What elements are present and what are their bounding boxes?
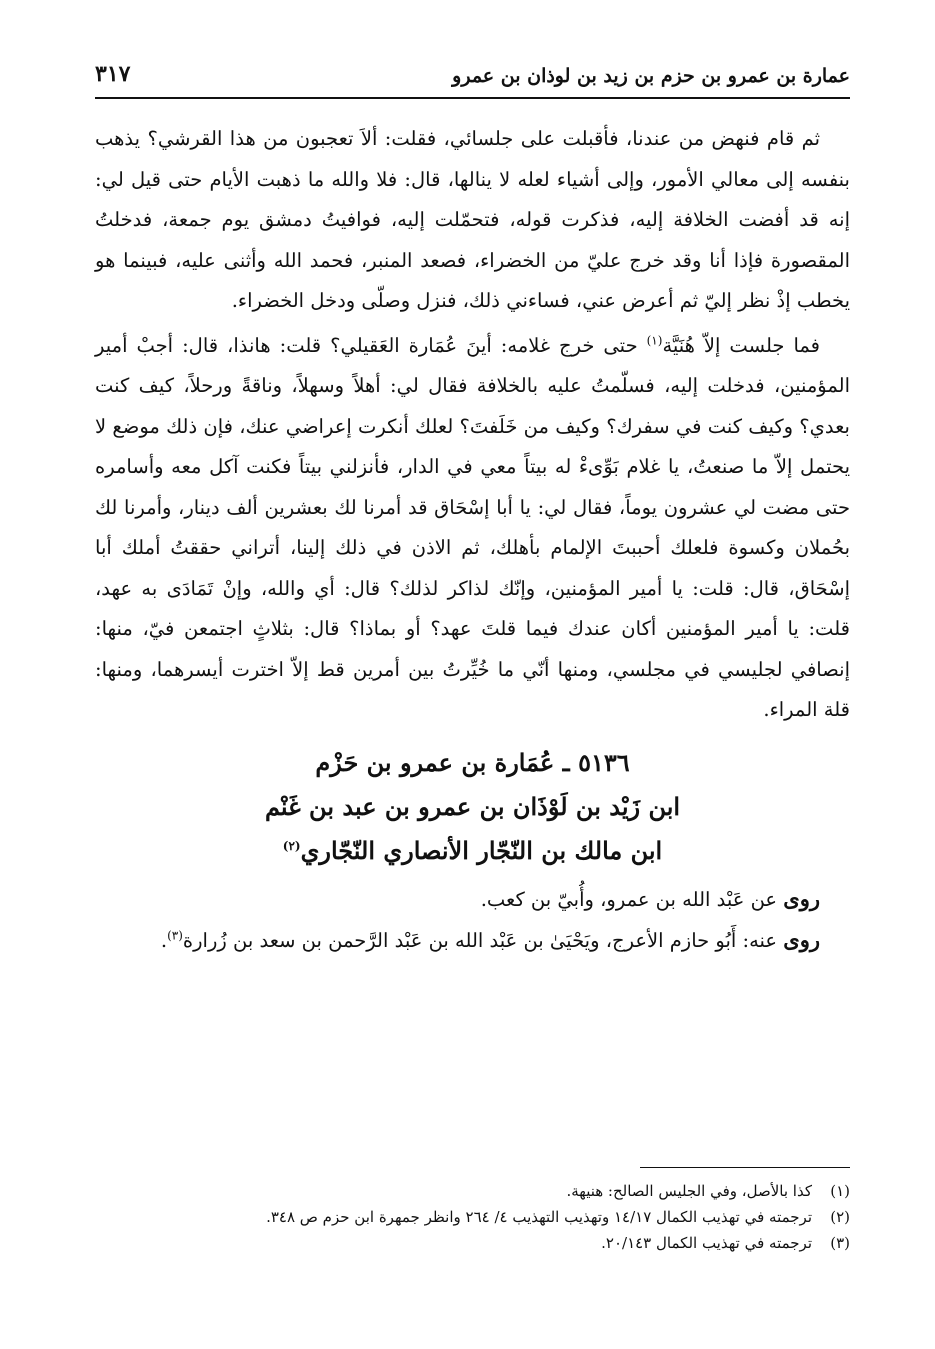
footnote-number: (٢) bbox=[830, 1208, 850, 1226]
entry-heading-line-3-text: ابن مالك بن النّجّار الأنصاري النّجّاري bbox=[300, 835, 663, 865]
footnote-text: ترجمته في تهذيب الكمال ١٤/١٧ وتهذيب التهذيب ٤/ ٢٦٤ وانظر جمهرة ابن حزم ص ٣٤٨. bbox=[266, 1208, 812, 1226]
footnote bbox=[95, 1178, 850, 1204]
footnote-number: (٣) bbox=[830, 1234, 850, 1252]
footnote bbox=[95, 1230, 850, 1256]
footnote bbox=[95, 1204, 850, 1230]
paragraph-1: ثم قام فنهض من عندنا، فأقبلت على جلسائي، فقلت: ألاَ تعجبون من هذا القرشي؟ يذهب بنفسه إلى معالي الأمور، وإلى أشياء لعله لا ينالها، قال: فلا والله ما ذهبت الأيام حتى قيل لي: إنه قد أفضت الخلافة إليه، فذكرت قوله، فتحمّلت إليه، فوافيتُ دمشق يوم جمعة، فدخلتُ المقصورة فإذا أنا وقد خرج عليّ من الخضراء، فصعد المنبر، فحمد الله وأثنى عليه، فبينما هو يخطب إذْ نظر إليّ ثم أعرض عني، فساءني ذلك، فنزل وصلّى ودخل الخضراء. bbox=[95, 127, 850, 312]
narrated-from-label: روى bbox=[783, 885, 820, 911]
footnotes bbox=[95, 1167, 850, 1256]
header-rule bbox=[95, 97, 850, 99]
footnote-text: كذا بالأصل، وفي الجليس الصالح: هنيهة. bbox=[566, 1182, 812, 1200]
entry-heading-line-1: ٥١٣٦ ـ عُمَارة بن عمرو بن حَزْم bbox=[315, 747, 630, 777]
footnote-ref-3: (٣) bbox=[167, 928, 183, 942]
narrated-by bbox=[95, 920, 850, 961]
footnote-number: (١) bbox=[830, 1182, 850, 1200]
footnotes-rule bbox=[640, 1167, 850, 1168]
footnote-text: ترجمته في تهذيب الكمال ٢٠/١٤٣. bbox=[601, 1234, 812, 1252]
narrated-by-label: روى bbox=[783, 926, 820, 952]
paragraph-2-rest: حتى خرج غلامه: أينَ عُمَارة العَقيلي؟ قلت: هانذا، قال: أجبْ أمير المؤمنين، فدخلت إليه، فسلّمتُ عليه بالخلافة فقال لي: أهلاً وسهلاً، وناقةً ورحلاً، كيف كنت بعدي؟ وكيف كنت في سفرك؟ وكيف من خَلَفتَ؟ لعلك أنكرت إعراضي عنك، فإن ذلك موضع لا يحتمل إلاّ ما صنعتُ، يا غلام بَوِّىءْ له بيتاً معي في الدار، فأنزلني بيتاً فكنت آكل معه وأسامره حتى مضت لي عشرون يوماً، فقال لي: يا أبا إسْحَاق قد أمرنا لك بعشرين ألف دينار، وأمرنا لك بحُملان وكسوة فلعلك أحببتَ الإلمام بأهلك، ثم الاذن في ذلك إلينا، أتراني حققتُ أملك أبا إسْحَاق، قال: قلت: يا أمير المؤمنين، وإنّك لذاكر لذلك؟ قال: أي والله، وإنْ تَمَادَى به عهد، قلت: يا أمير المؤمنين أكان عندك فيما قلتَ عهد؟ أو بماذا؟ قال: بثلاثٍ اجتمعن فيّ، منها: إنصافي لجليسي في مجلسي، ومنها أنّي ما خُيِّرتُ بين أمرين قط إلاّ اخترت أيسرهما، ومنها: قلة المراء. bbox=[95, 333, 850, 721]
running-title: عمارة بن عمرو بن حزم بن زيد بن لوذان بن عمرو bbox=[452, 65, 850, 87]
book-page bbox=[95, 55, 850, 1295]
paragraph-2-start: فما جلست إلاّ هُنَيَّة bbox=[662, 333, 821, 357]
entry-heading-line-2: ابن زَيْد بن لَوْذَان بن عمرو بن عبد بن غَنْم bbox=[264, 791, 681, 821]
page-number: ٣١٧ bbox=[95, 61, 131, 87]
narrated-from-text: عن عَبْد الله بن عمرو، وأُبيّ بن كعب. bbox=[480, 887, 784, 911]
entry-heading bbox=[95, 741, 850, 873]
footnote-ref-2: (٢) bbox=[282, 838, 301, 853]
entry-heading-line-3 bbox=[95, 829, 850, 873]
narrated-by-text: عنه: أَبُو حازم الأعرج، ويَحْيَىٰ بن عَبْد الله بن عَبْد الرَّحمن بن سعد بن زُرارة bbox=[182, 928, 784, 952]
running-header bbox=[95, 55, 850, 87]
narrated-by-end: . bbox=[160, 928, 168, 952]
paragraph-2 bbox=[95, 326, 850, 731]
narrated-from bbox=[95, 879, 850, 920]
footnote-ref-1: (١) bbox=[646, 333, 663, 347]
body-text bbox=[95, 119, 850, 961]
